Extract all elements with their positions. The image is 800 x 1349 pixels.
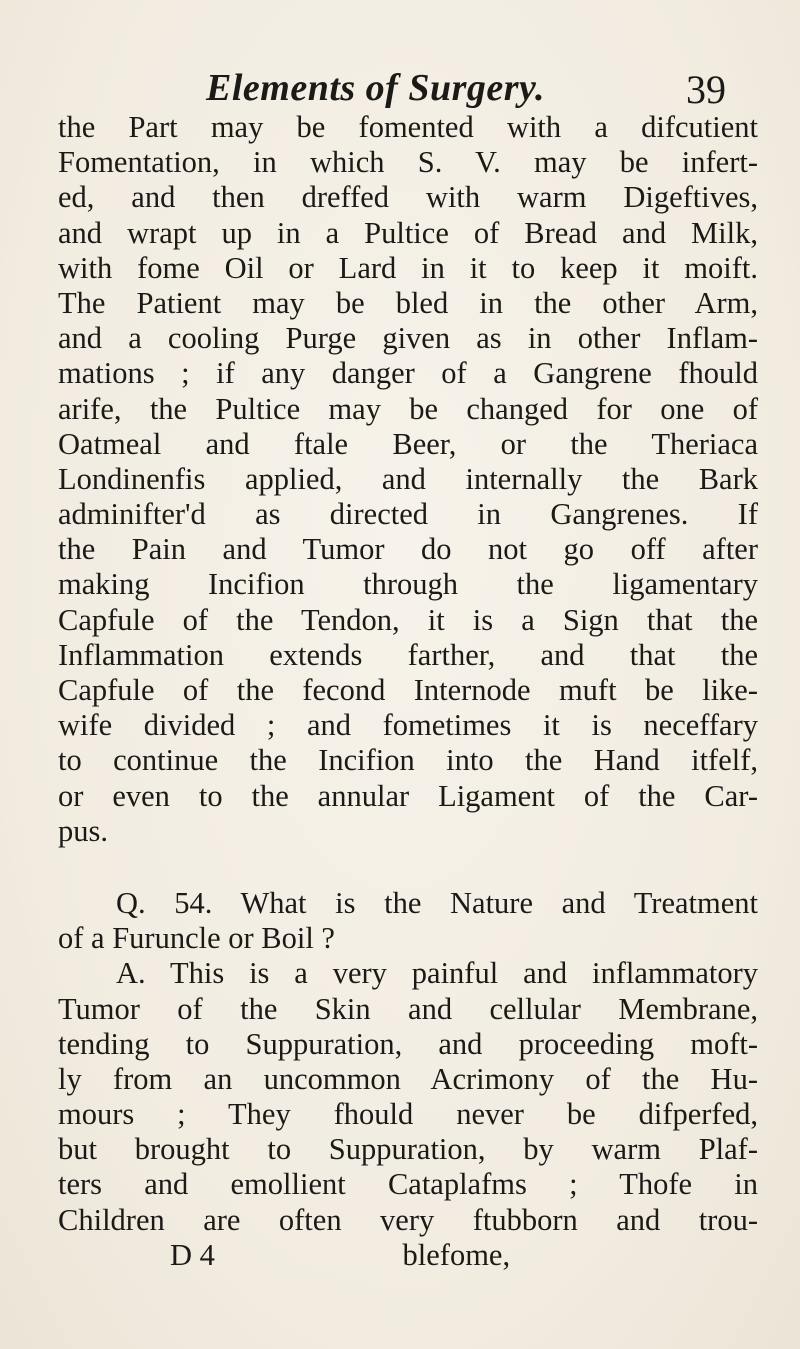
signature-mark: D 4 [170, 1237, 215, 1272]
answer-line: ly from an uncommon Acrimony of the Hu- [58, 1061, 758, 1096]
text-line: wife divided ; and fometimes it is neceffary [58, 708, 758, 743]
page-footer [58, 1238, 758, 1273]
text-line: and wrapt up in a Pultice of Bread and Milk, [58, 215, 758, 250]
text-line: with fome Oil or Lard in it to keep it moift. [58, 250, 758, 285]
text-line: or even to the annular Ligament of the Car- [58, 778, 758, 813]
text-line: pus. [58, 813, 108, 848]
text-line: the Part may be fomented with a difcutient [58, 110, 758, 144]
answer-line: tending to Suppuration, and proceeding moft- [58, 1026, 758, 1061]
question-line: of a Furuncle or Boil ? [58, 921, 335, 956]
page-number: 39 [686, 67, 726, 112]
answer-line: A. This is a very painful and inflammatory [116, 956, 758, 991]
text-line: Fomentation, in which S. V. may be infert- [58, 145, 758, 180]
question-line: Q. 54. What is the Nature and Treatment [116, 885, 758, 920]
text-line: making Incifion through the ligamentary [58, 567, 758, 602]
text-line: Londinenfis applied, and internally the Bark [58, 461, 758, 496]
text-line: adminifter'd as directed in Gangrenes. If [58, 497, 758, 532]
text-line: and a cooling Purge given as in other Inflam- [58, 321, 758, 356]
text-line: mations ; if any danger of a Gangrene fhould [58, 356, 758, 391]
answer-line: Children are often very ftubborn and trou- [58, 1202, 758, 1237]
text-line: The Patient may be bled in the other Arm, [58, 285, 758, 320]
text-line: Oatmeal and ftale Beer, or the Theriaca [58, 426, 758, 461]
catchword: blefome, [402, 1237, 511, 1272]
paragraph-gap [58, 849, 758, 886]
answer-line: mours ; They fhould never be difperfed, [58, 1097, 758, 1132]
text-line: Capfule of the fecond Internode muft be like- [58, 673, 758, 707]
text-line: to continue the Incifion into the Hand itfelf, [58, 743, 758, 778]
body-text [58, 110, 758, 1273]
text-line: Inflammation extends farther, and that the [58, 637, 758, 672]
answer-line: ters and emollient Cataplafms ; Thofe in [58, 1167, 758, 1202]
text-line: arife, the Pultice may be changed for one of [58, 391, 758, 426]
running-head: Elements of Surgery. [206, 67, 545, 109]
answer-line: but brought to Suppuration, by warm Plaf- [58, 1132, 758, 1167]
text-line: Capfule of the Tendon, it is a Sign that the [58, 602, 758, 637]
text-line: the Pain and Tumor do not go off after [58, 532, 758, 567]
page-header [0, 62, 800, 112]
answer-line: Tumor of the Skin and cellular Membrane, [58, 991, 758, 1026]
text-line: ed, and then dreffed with warm Digeftives, [58, 180, 758, 215]
